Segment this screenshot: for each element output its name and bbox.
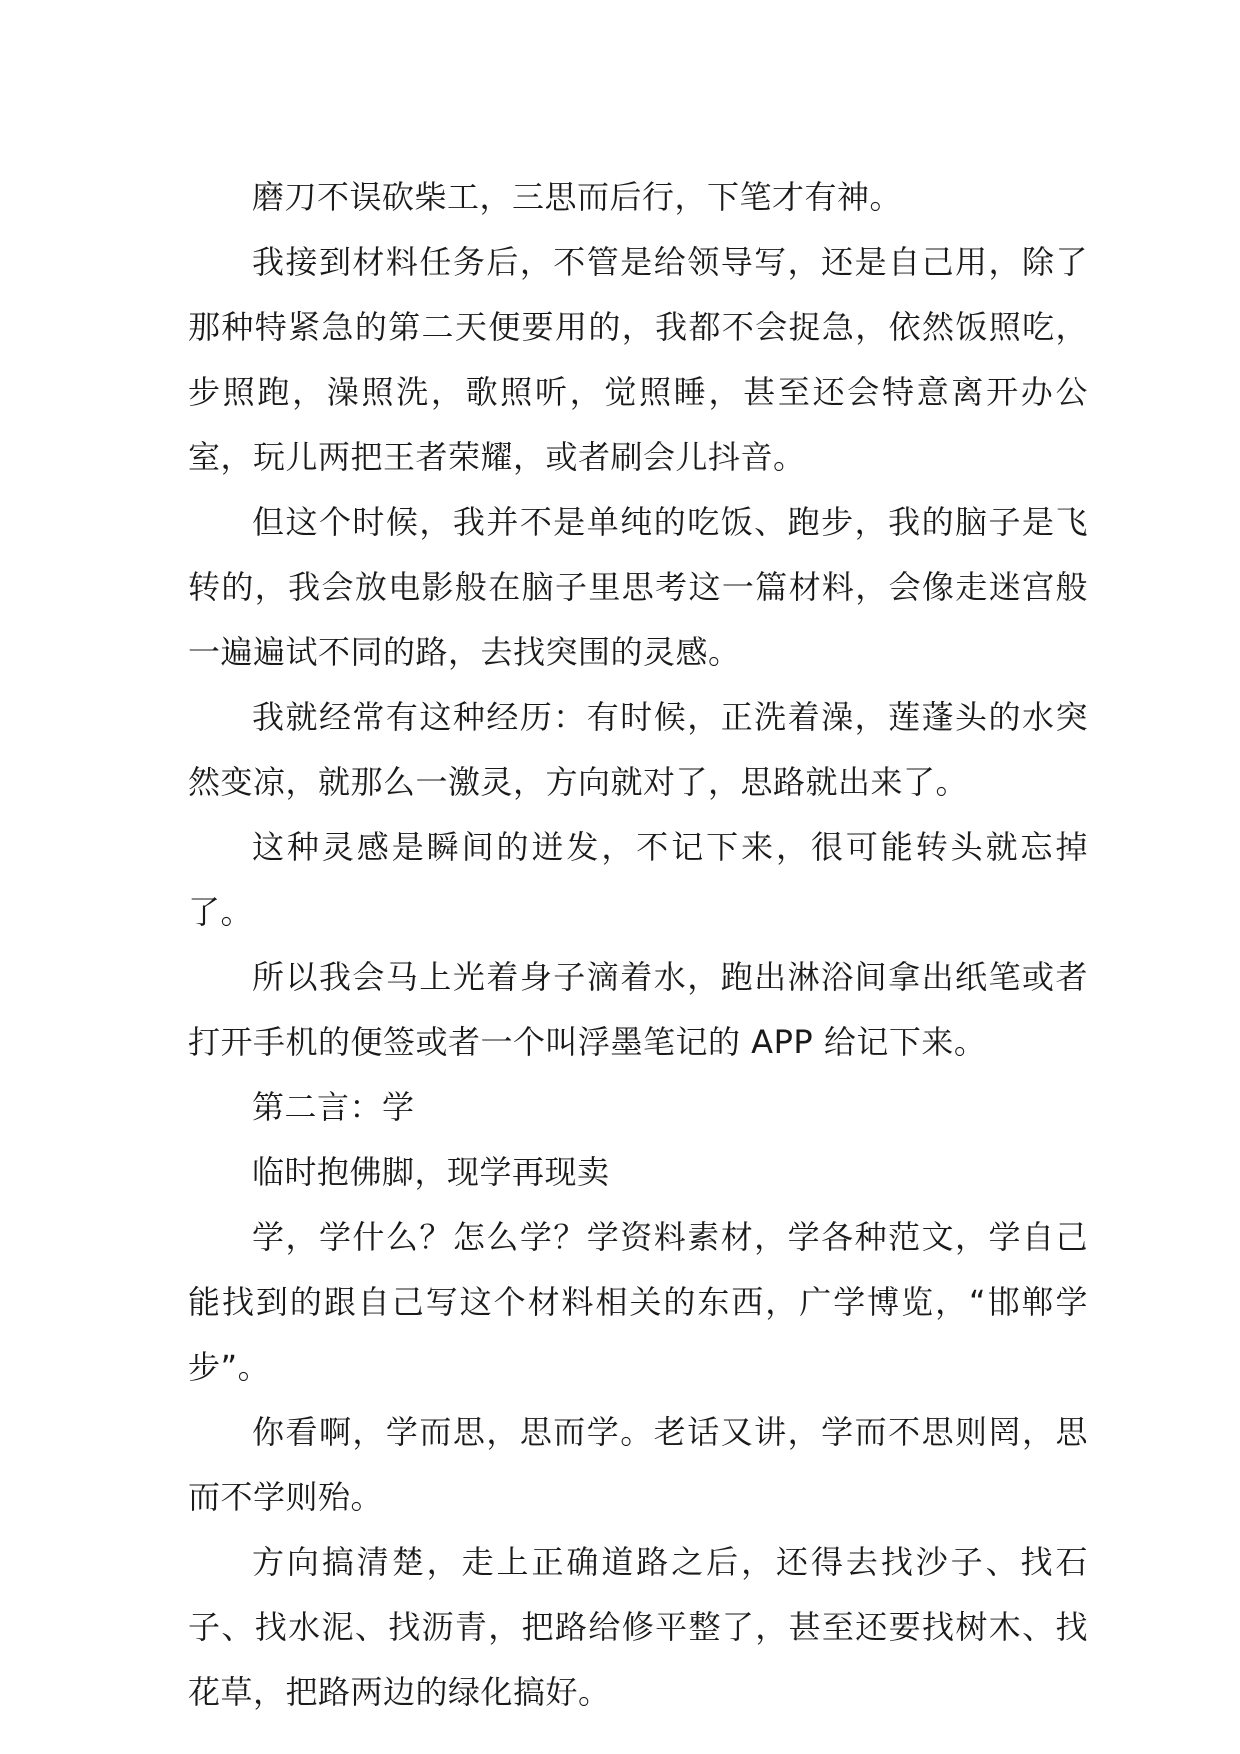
paragraph: 但这个时候，我并不是单纯的吃饭、跑步，我的脑子是飞转的，我会放电影般在脑子里思考这一篇材料，会像走迷宫般一遍遍试不同的路，去找突围的灵感。	[188, 503, 1088, 671]
section-subheading: 临时抱佛脚，现学再现卖	[252, 1153, 610, 1191]
paragraph: 磨刀不误砍柴工，三思而后行，下笔才有神。	[252, 178, 903, 216]
document-body	[188, 165, 1088, 1725]
paragraph: 所以我会马上光着身子滴着水，跑出淋浴间拿出纸笔或者打开手机的便签或者一个叫浮墨笔记的 APP 给记下来。	[188, 958, 1088, 1061]
paragraph: 方向搞清楚，走上正确道路之后，还得去找沙子、找石子、找水泥、找沥青，把路给修平整了，甚至还要找树木、找花草，把路两边的绿化搞好。	[188, 1543, 1088, 1711]
paragraph: 这种灵感是瞬间的迸发，不记下来，很可能转头就忘掉了。	[188, 828, 1088, 931]
paragraph: 我接到材料任务后，不管是给领导写，还是自己用，除了那种特紧急的第二天便要用的，我都不会捉急，依然饭照吃，步照跑，澡照洗，歌照听，觉照睡，甚至还会特意离开办公室，玩儿两把王者荣耀，或者刷会儿抖音。	[188, 243, 1088, 476]
section-heading: 第二言：学	[252, 1088, 415, 1126]
paragraph: 我就经常有这种经历：有时候，正洗着澡，莲蓬头的水突然变凉，就那么一激灵，方向就对了，思路就出来了。	[188, 698, 1088, 801]
paragraph: 你看啊，学而思，思而学。老话又讲，学而不思则罔，思而不学则殆。	[188, 1413, 1088, 1516]
paragraph: 学，学什么？怎么学？学资料素材，学各种范文，学自己能找到的跟自己写这个材料相关的东西，广学博览，“邯郸学步”。	[188, 1218, 1088, 1386]
